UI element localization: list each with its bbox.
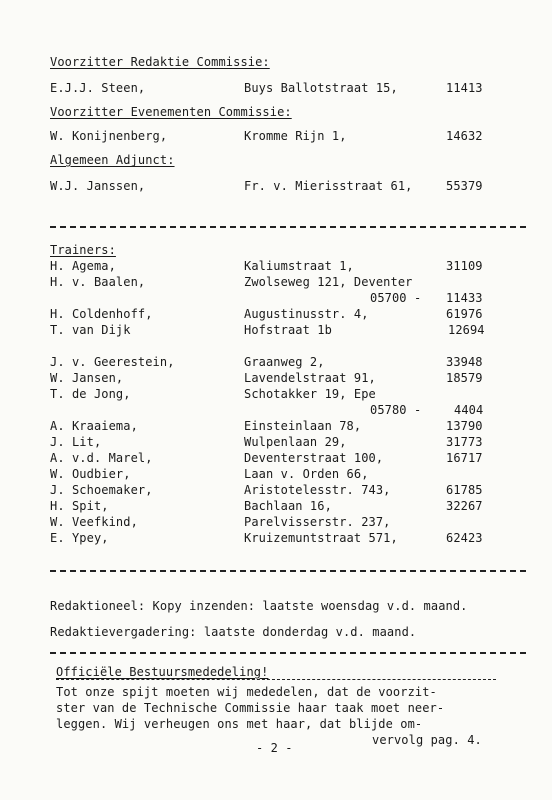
trainer-phone: 33948: [446, 355, 483, 369]
meeting-notice: Redaktievergadering: laatste donderdag v.d. maand.: [50, 625, 417, 639]
trainer-address: Aristotelesstr. 743,: [244, 483, 391, 497]
commission-name: W. Konijnenberg,: [50, 129, 168, 143]
trainer-address: Deventerstraat 100,: [244, 451, 384, 465]
editorial-notice: Redaktioneel: Kopy inzenden: laatste woensdag v.d. maand.: [50, 599, 468, 613]
trainer-phone: 31773: [446, 435, 483, 449]
trainer-phone: 61785: [446, 483, 483, 497]
trainer-phone: 12694: [448, 323, 485, 337]
trainer-name: A. v.d. Marel,: [50, 451, 153, 465]
trainer-address: 05780 -: [370, 403, 422, 417]
separator-line: [50, 652, 526, 654]
page-number: - 2 -: [256, 741, 293, 755]
trainer-name: W. Veefkind,: [50, 515, 138, 529]
separator-line: [56, 679, 496, 680]
trainer-name: H. Agema,: [50, 259, 116, 273]
trainer-phone: 18579: [446, 371, 483, 385]
trainer-name: H. Spit,: [50, 499, 109, 513]
trainer-name: T. van Dijk: [50, 323, 131, 337]
official-text-line: vervolg pag. 4.: [372, 733, 482, 747]
trainer-phone: 16717: [446, 451, 483, 465]
commission-name: E.J.J. Steen,: [50, 81, 146, 95]
official-text-line: leggen. Wij verheugen ons met haar, dat blijde om-: [56, 717, 423, 731]
trainer-address: Einsteinlaan 78,: [244, 419, 362, 433]
trainer-address: Graanweg 2,: [244, 355, 325, 369]
trainer-name: J. Schoemaker,: [50, 483, 153, 497]
trainer-name: W. Jansen,: [50, 371, 124, 385]
trainer-address: Zwolseweg 121, Deventer: [244, 275, 413, 289]
separator-line: [50, 226, 526, 228]
commission-phone: 55379: [446, 179, 483, 193]
trainer-address: Laan v. Orden 66,: [244, 467, 369, 481]
trainer-name: J. Lit,: [50, 435, 102, 449]
trainer-name: H. Coldenhoff,: [50, 307, 153, 321]
official-text-line: Tot onze spijt moeten wij mededelen, dat de voorzit-: [56, 685, 437, 699]
trainer-phone: 62423: [446, 531, 483, 545]
trainer-address: Kruizemuntstraat 571,: [244, 531, 398, 545]
commission-address: Fr. v. Mierisstraat 61,: [244, 179, 413, 193]
commission-phone: 11413: [446, 81, 483, 95]
trainer-name: T. de Jong,: [50, 387, 131, 401]
trainers-heading: Trainers:: [50, 243, 116, 257]
trainer-name: W. Oudbier,: [50, 467, 131, 481]
trainer-address: Kaliumstraat 1,: [244, 259, 354, 273]
trainer-phone: 32267: [446, 499, 483, 513]
trainer-address: Wulpenlaan 29,: [244, 435, 347, 449]
trainer-phone: 4404: [454, 403, 484, 417]
commission-phone: 14632: [446, 129, 483, 143]
trainer-address: 05700 -: [370, 291, 422, 305]
trainer-phone: 11433: [446, 291, 483, 305]
official-text-line: ster van de Technische Commissie haar taak moet neer-: [56, 701, 445, 715]
official-heading: Officiële Bestuursmededeling!: [56, 665, 269, 679]
trainer-name: A. Kraaiema,: [50, 419, 138, 433]
commission-address: Kromme Rijn 1,: [244, 129, 347, 143]
trainer-name: H. v. Baalen,: [50, 275, 146, 289]
commission-name: W.J. Janssen,: [50, 179, 146, 193]
trainer-address: Parelvisserstr. 237,: [244, 515, 391, 529]
trainer-address: Augustinusstr. 4,: [244, 307, 369, 321]
commission-heading: Voorzitter Redaktie Commissie:: [50, 55, 270, 69]
trainer-phone: 13790: [446, 419, 483, 433]
trainer-address: Lavendelstraat 91,: [244, 371, 376, 385]
commission-heading: Voorzitter Evenementen Commissie:: [50, 105, 292, 119]
trainer-phone: 61976: [446, 307, 483, 321]
commission-address: Buys Ballotstraat 15,: [244, 81, 398, 95]
trainer-address: Hofstraat 1b: [244, 323, 332, 337]
trainer-address: Schotakker 19, Epe: [244, 387, 376, 401]
commission-heading: Algemeen Adjunct:: [50, 153, 175, 167]
trainer-phone: 31109: [446, 259, 483, 273]
separator-line: [50, 570, 526, 572]
trainer-name: J. v. Geerestein,: [50, 355, 175, 369]
trainer-name: E. Ypey,: [50, 531, 109, 545]
trainer-address: Bachlaan 16,: [244, 499, 332, 513]
